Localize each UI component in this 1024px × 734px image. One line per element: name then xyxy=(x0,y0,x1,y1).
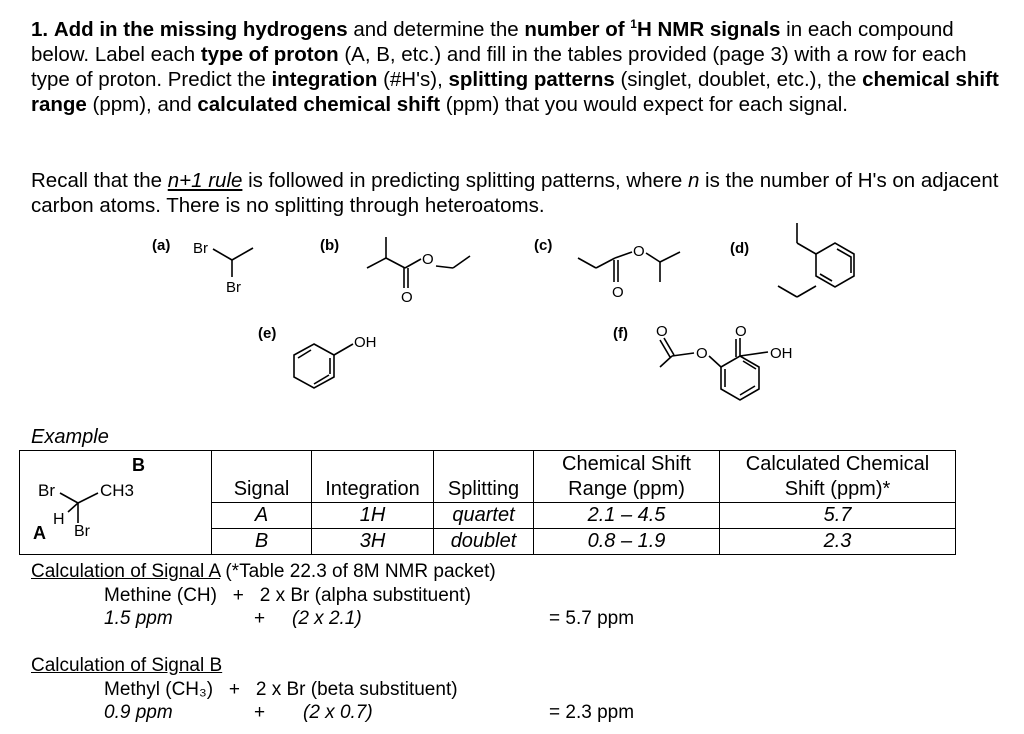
compound-c-label: (c) xyxy=(534,237,553,254)
example-br1: Br xyxy=(38,481,55,500)
compound-e-label: (e) xyxy=(258,325,277,342)
compound-b-label: (b) xyxy=(320,237,340,254)
table-row: A 1H quartet 2.1 – 4.5 5.7 xyxy=(20,503,956,529)
table-row: B 3H doublet 0.8 – 1.9 2.3 xyxy=(20,529,956,555)
example-title: Example xyxy=(31,426,109,448)
compound-b-ester-o: O xyxy=(422,251,434,268)
compound-f-oh: OH xyxy=(770,345,793,362)
n-plus-1-rule: n+1 rule xyxy=(167,169,243,192)
compound-c-ester-o: O xyxy=(633,243,645,260)
question-number: 1. xyxy=(31,17,49,41)
compound-b-carbonyl-o: O xyxy=(401,289,413,306)
example-table xyxy=(19,450,956,555)
compound-d-label: (d) xyxy=(730,240,750,257)
compound-f-acetyl-o: O xyxy=(656,323,668,340)
calc-b-val1: 0.9 ppm xyxy=(104,702,173,723)
calc-a-line1: Methine (CH) + 2 x Br (alpha substituent) xyxy=(104,585,471,606)
compound-a-br1: Br xyxy=(193,240,208,257)
compound-a-br2: Br xyxy=(226,279,241,296)
header-integration: Integration xyxy=(312,451,434,503)
calc-b-val2: (2 x 0.7) xyxy=(303,702,373,723)
header-range: Chemical Shift Range (ppm) xyxy=(534,451,720,503)
compound-e-oh: OH xyxy=(354,334,377,351)
header-calc: Calculated Chemical Shift (ppm)* xyxy=(720,451,956,503)
header-splitting: Splitting xyxy=(434,451,534,503)
calc-a-result: = 5.7 ppm xyxy=(549,608,635,629)
example-molecule-cell xyxy=(20,451,212,555)
calc-a-plus: + xyxy=(254,608,266,629)
compound-f-structure xyxy=(0,0,1,1)
compound-a-label: (a) xyxy=(152,237,171,254)
calc-a-heading: Calculation of Signal A (*Table 22.3 of 8M NMR packet) xyxy=(31,561,496,582)
example-ch3: CH3 xyxy=(100,481,135,500)
calc-a-val2: (2 x 2.1) xyxy=(292,608,362,629)
example-label-a: A xyxy=(33,523,46,543)
calc-b-result: = 2.3 ppm xyxy=(549,702,635,723)
compound-c-carbonyl-o: O xyxy=(612,284,624,301)
calc-b-heading: Calculation of Signal B xyxy=(31,655,223,676)
compound-f-ester-o: O xyxy=(696,345,708,362)
calc-b-plus: + xyxy=(254,702,266,723)
calc-a-val1: 1.5 ppm xyxy=(104,608,173,629)
compound-f-label: (f) xyxy=(613,325,628,342)
example-h: H xyxy=(53,511,65,528)
recall-text: Recall that the n+1 rule is followed in predicting splitting patterns, where n is the number of H's on adjacent carbon atoms. There is no splitting through heteroatoms. xyxy=(31,169,999,217)
example-br2: Br xyxy=(74,523,90,540)
compound-f-acid-o: O xyxy=(735,323,747,340)
calc-b-line1: Methyl (CH₃) + 2 x Br (beta substituent) xyxy=(104,679,458,700)
question-text: 1. Add in the missing hydrogens and determine the number of $^1$H NMR signals in each compound below. Label each type of proton (A, B, etc.) and fill in the tables provided (page 3) with a row for each type of proton. Predict the integration (#H's), splitting patterns (singlet, doublet, etc.), the chemical shift range (ppm), and calculated chemical shift (ppm) that you would expect for each signal. xyxy=(31,17,999,116)
example-label-b: B xyxy=(132,455,145,475)
header-signal: Signal xyxy=(212,451,312,503)
